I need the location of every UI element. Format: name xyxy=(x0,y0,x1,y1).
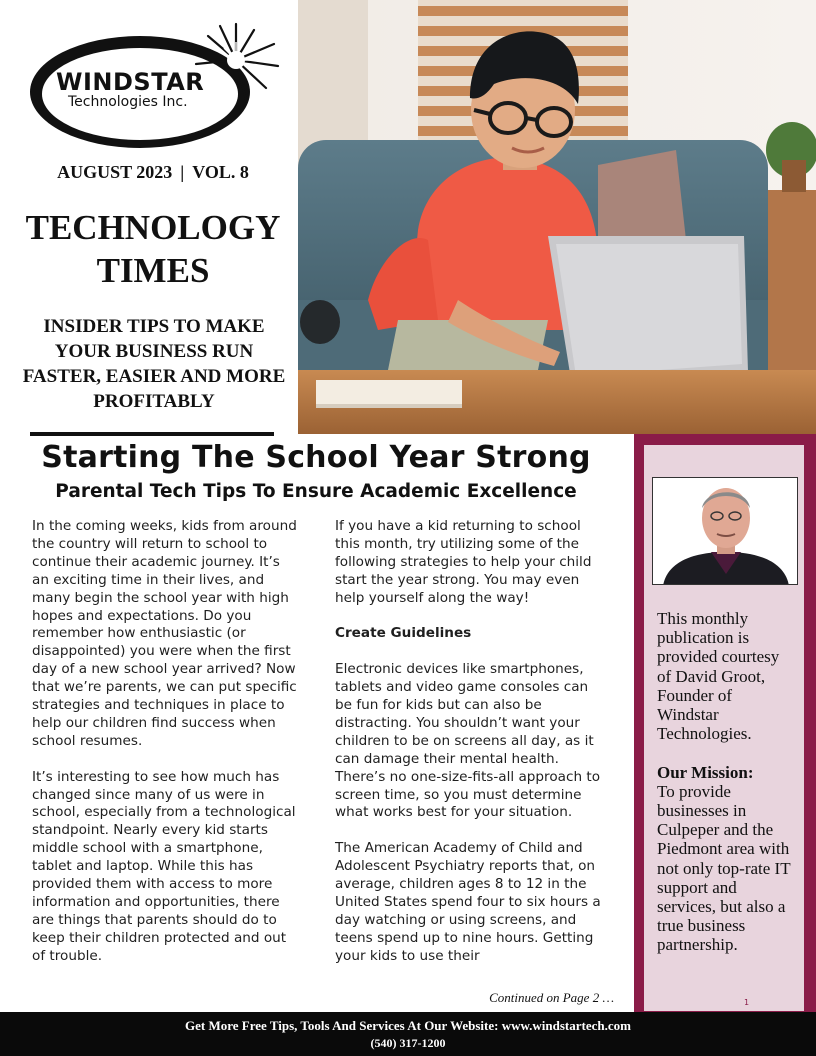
article-paragraph: In the coming weeks, kids from around the country will return to school to continue their academic journey. It’s an exciting time in their lives, and many begin the school year with high hopes and expectations. Do you remember how enthusiastic (or disappointed) you were when the first day of a new school year arrived? Now that we’re parents, we can put specific strategies and techniques in place to help our children find success when school resumes. xyxy=(32,518,297,749)
issue-date: AUGUST 2023 xyxy=(57,162,173,182)
issue-separator: | xyxy=(180,162,185,182)
founder-portrait xyxy=(652,477,798,585)
founder-photo-icon xyxy=(653,478,798,585)
article-paragraph: The American Academy of Child and Adolescent Psychiatry reports that, on average, children ages 8 to 12 in the United States spend four to six hours a day watching or using screens, and teens spend up to nine hours. Getting your kids to use their xyxy=(335,840,601,964)
newsletter-tagline: INSIDER TIPS TO MAKE YOUR BUSINESS RUN FASTER, EASIER AND MORE PROFITABLY xyxy=(22,316,286,412)
page-number: 1 xyxy=(744,998,750,1007)
sidebar-text xyxy=(657,609,797,955)
sidebar xyxy=(634,434,816,1012)
footer-phone[interactable]: (540) 317-1200 xyxy=(370,1036,446,1050)
masthead-divider xyxy=(30,432,274,436)
continued-link[interactable]: Continued on Page 2 … xyxy=(489,990,614,1005)
article-subheadline: Parental Tech Tips To Ensure Academic Excellence xyxy=(55,481,577,502)
article-paragraph: Electronic devices like smartphones, tablets and video game consoles can be fun for kids but can also be distracting. You shouldn’t want your children to be on screens all day, as it can damage their mental health. There’s no one-size-fits-all approach to screen time, so you must determine what works best for your situation. xyxy=(335,661,601,821)
boy-with-laptop-photo-icon xyxy=(298,0,816,434)
mission-text: To provide businesses in Culpeper and the Piedmont area with not only top-rate IT support and services, but also a true business partnership. xyxy=(657,781,791,955)
article-column-right xyxy=(335,518,603,984)
mission-title: Our Mission: xyxy=(657,762,754,782)
article-headline: Starting The School Year Strong xyxy=(41,440,591,475)
issue-volume: VOL. 8 xyxy=(192,162,249,182)
newsletter-title-line1: TECHNOLOGY xyxy=(25,208,281,247)
section-heading: Create Guidelines xyxy=(335,625,472,642)
hero-photo xyxy=(298,0,816,434)
brand-name: WINDSTAR xyxy=(56,68,205,96)
courtesy-text: This monthly publication is provided courtesy of David Groot, Founder of Windstar Technologies. xyxy=(657,609,780,744)
footer-bar xyxy=(0,1012,816,1056)
article-column-left xyxy=(32,518,298,984)
article-paragraph: If you have a kid returning to school this month, try utilizing some of the following strategies to help your child start the year strong. You may even help yourself along the way! xyxy=(335,518,592,606)
issue-line xyxy=(0,162,306,183)
newsletter-title xyxy=(0,206,306,292)
masthead xyxy=(0,0,298,434)
footer-website-line[interactable]: Get More Free Tips, Tools And Services At Our Website: www.windstartech.com xyxy=(185,1018,631,1033)
article-paragraph: It’s interesting to see how much has changed since many of us were in school, especially from a technological standpoint. Nearly every kid starts middle school with a smartphone, tablet and laptop. While this has provided them with access to more information and opportunities, there are things that parents should do to keep their children protected and out of trouble. xyxy=(32,768,296,964)
brand-subtitle: Technologies Inc. xyxy=(68,94,188,110)
newsletter-title-line2: TIMES xyxy=(96,251,210,290)
